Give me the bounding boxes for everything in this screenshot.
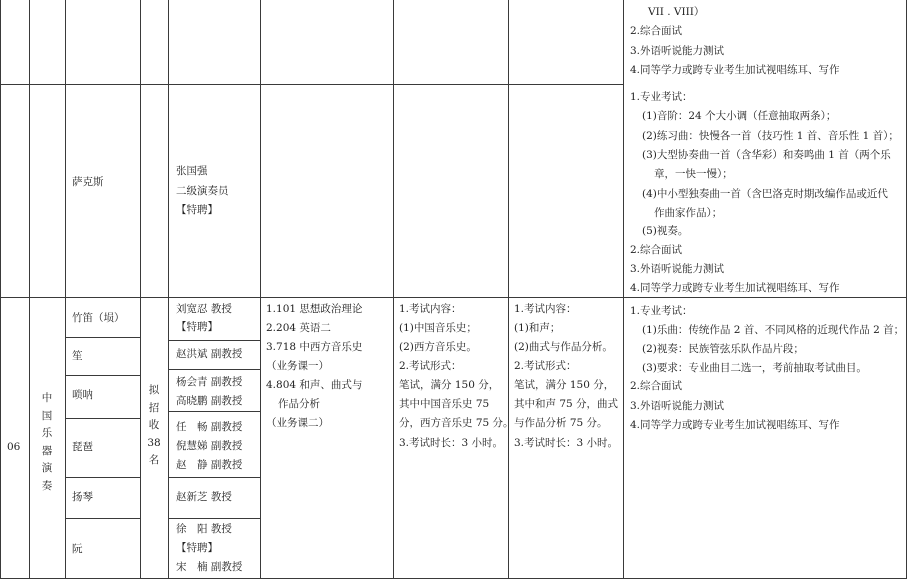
direction-ruan: 阮 xyxy=(72,543,83,555)
grid-line xyxy=(168,369,261,370)
direction-yangqin: 扬琴 xyxy=(72,491,93,503)
grid-line xyxy=(168,0,169,579)
major-code: 06 xyxy=(7,441,21,453)
grid-line xyxy=(65,518,141,519)
grid-line xyxy=(140,0,141,579)
direction-pipa: 琵琶 xyxy=(72,441,93,453)
grid-line xyxy=(0,0,1,579)
supervisor: 高晓鹏 副教授 xyxy=(176,395,243,407)
supervisor: 徐 阳 教授 xyxy=(176,523,232,535)
exam-item: (5)视奏。 xyxy=(642,225,689,237)
supervisor: 倪慧娣 副教授 xyxy=(176,440,243,452)
grid-line xyxy=(623,0,624,579)
initial-subject: （业务课一） xyxy=(266,360,329,372)
exam-item: 4.同等学力或跨专业考生加试视唱练耳、写作 xyxy=(630,282,840,294)
exam-item: (3)大型协奏曲一首（含华彩）和奏鸣曲 1 首（两个乐 xyxy=(642,149,891,161)
equal-exam-2: (1)和声； xyxy=(514,322,561,334)
direction-suona: 唢呐 xyxy=(72,389,93,401)
exam-item: VII . VIII） xyxy=(648,6,705,18)
supervisor-name: 张国强 xyxy=(176,165,208,177)
exam-item: 3.外语听说能力测试 xyxy=(630,263,725,275)
grid-line xyxy=(0,84,624,85)
direction-saxophone: 萨克斯 xyxy=(72,176,104,188)
exam-item: (1)乐曲：传统作品 2 首、不同风格的近现代作品 2 首； xyxy=(642,324,905,336)
exam-item: (3)要求：专业曲目二选一，考前抽取考试曲目。 xyxy=(642,362,867,374)
equal-exam-1: 分，西方音乐史 75 分。 xyxy=(399,417,514,429)
equal-exam-2: (2)曲式与作品分析。 xyxy=(514,341,613,353)
grid-line xyxy=(168,477,261,478)
equal-exam-2: 笔试，满分 150 分， xyxy=(514,379,615,391)
exam-item: 1.专业考试： xyxy=(630,305,693,317)
supervisor-tag: 【特聘】 xyxy=(176,204,218,216)
exam-item: 3.外语听说能力测试 xyxy=(630,400,725,412)
equal-exam-2: 与作品分析 75 分。 xyxy=(514,417,608,429)
initial-subject: 作品分析 xyxy=(278,398,320,410)
initial-subject: 1.101 思想政治理论 xyxy=(266,303,363,315)
grid-line xyxy=(29,0,30,579)
grid-line xyxy=(65,418,141,419)
supervisor: 宋 楠 副教授 xyxy=(176,561,243,573)
exam-item: 1.专业考试： xyxy=(630,91,693,103)
exam-item: 2.综合面试 xyxy=(630,244,683,256)
exam-item: 4.同等学力或跨专业考生加试视唱练耳、写作 xyxy=(630,419,840,431)
supervisor-title: 二级演奏员 xyxy=(176,185,229,197)
supervisor: 赵新芝 教授 xyxy=(176,491,232,503)
equal-exam-1: 2.考试形式： xyxy=(399,360,462,372)
supervisor-tag: 【特聘】 xyxy=(176,321,218,333)
grid-line xyxy=(168,411,261,412)
supervisor: 任 畅 副教授 xyxy=(176,421,243,433)
grid-line xyxy=(168,518,261,519)
exam-item: 作曲家作品）； xyxy=(654,207,723,219)
grid-line xyxy=(65,375,141,376)
equal-exam-1: 笔试，满分 150 分， xyxy=(399,379,500,391)
exam-item: 3.外语听说能力测试 xyxy=(630,45,725,57)
equal-exam-2: 其中和声 75 分，曲式 xyxy=(514,398,619,410)
equal-exam-1: (1)中国音乐史； xyxy=(399,322,477,334)
grid-line xyxy=(508,0,509,579)
equal-exam-2: 2.考试形式： xyxy=(514,360,577,372)
direction-sheng: 笙 xyxy=(72,350,83,362)
exam-item: 章，一快一慢）； xyxy=(654,168,733,180)
exam-item: (2)练习曲：快慢各一首（技巧性 1 首、音乐性 1 首）； xyxy=(642,130,899,142)
exam-item: 2.综合面试 xyxy=(630,380,683,392)
equal-exam-2: 3.考试时长：3 小时。 xyxy=(514,437,619,449)
exam-item: 4.同等学力或跨专业考生加试视唱练耳、写作 xyxy=(630,64,840,76)
initial-subject: （业务课二） xyxy=(266,417,329,429)
initial-subject: 3.718 中西方音乐史 xyxy=(266,341,363,353)
equal-exam-1: 其中中国音乐史 75 xyxy=(399,398,490,410)
supervisor: 杨会青 副教授 xyxy=(176,376,243,388)
exam-item: (1)音阶：24 个大小调（任意抽取两条）； xyxy=(642,110,837,122)
enrollment-count: 拟招收38名 xyxy=(147,384,161,466)
initial-subject: 2.204 英语二 xyxy=(266,322,331,334)
major-name: 中国乐器演奏 xyxy=(41,392,53,492)
grid-line xyxy=(65,0,66,579)
equal-exam-2: 1.考试内容： xyxy=(514,303,577,315)
grid-line xyxy=(65,337,141,338)
grid-line xyxy=(65,477,141,478)
supervisor: 赵 静 副教授 xyxy=(176,459,243,471)
supervisor: 赵洪斌 副教授 xyxy=(176,348,243,360)
initial-subject: 4.804 和声、曲式与 xyxy=(266,379,363,391)
direction-bamboo-flute: 竹笛（埙） xyxy=(72,312,125,324)
grid-line xyxy=(0,297,907,298)
supervisor: 刘宽忍 教授 xyxy=(176,303,232,315)
equal-exam-1: 3.考试时长：3 小时。 xyxy=(399,437,504,449)
exam-item: (2)视奏：民族管弦乐队作品片段； xyxy=(642,343,804,355)
equal-exam-1: 1.考试内容： xyxy=(399,303,462,315)
grid-line xyxy=(260,0,261,579)
supervisor-tag: 【特聘】 xyxy=(176,542,218,554)
equal-exam-1: (2)西方音乐史。 xyxy=(399,341,477,353)
exam-item: (4)中小型独奏曲一首（含巴洛克时期改编作品或近代 xyxy=(642,188,888,200)
exam-item: 2.综合面试 xyxy=(630,25,683,37)
grid-line xyxy=(393,0,394,579)
grid-line xyxy=(168,340,261,341)
